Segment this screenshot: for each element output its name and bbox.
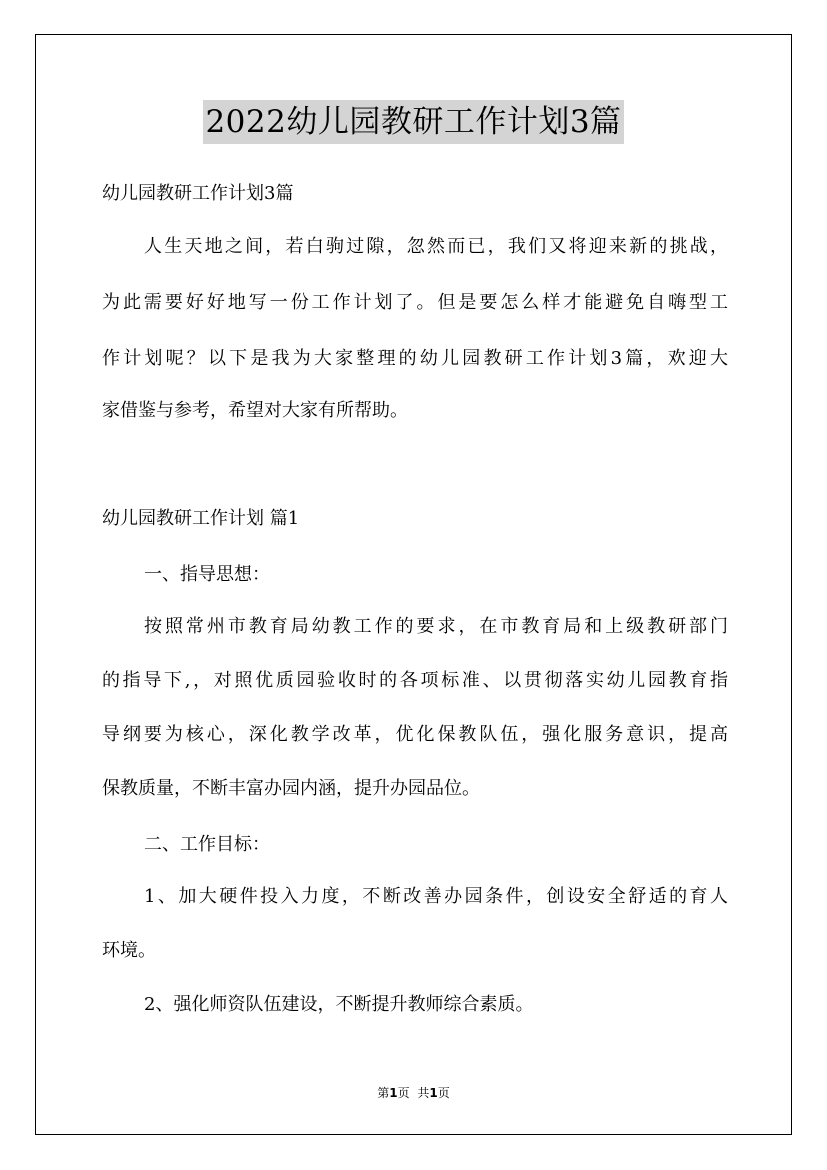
footer-total-label: 页 <box>437 1086 450 1100</box>
goal1-line-1: 1、加大硬件投入力度，不断改善办园条件，创设安全舒适的育人 <box>144 886 728 907</box>
goal1-line-2: 环境。 <box>102 940 156 961</box>
guiding-line-3: 导纲要为核心，深化教学改革，优化保教队伍，强化服务意识，提高 <box>102 724 728 745</box>
goals-heading: 二、工作目标： <box>144 834 270 855</box>
page-footer <box>0 1084 827 1101</box>
intro-line-1: 人生天地之间，若白驹过隙，忽然而已，我们又将迎来新的挑战， <box>144 236 728 257</box>
section-heading: 幼儿园教研工作计划 篇1 <box>102 508 300 529</box>
goal2-line: 2、强化师资队伍建设，不断提升教师综合素质。 <box>144 994 534 1015</box>
footer-page-total: 1 <box>429 1086 438 1100</box>
intro-line-2: 为此需要好好地写一份工作计划了。但是要怎么样才能避免自嗨型工 <box>102 292 728 313</box>
footer-page-label: 页 <box>397 1086 410 1100</box>
footer-page-current: 1 <box>389 1086 398 1100</box>
footer-total-prefix: 共 <box>417 1086 430 1100</box>
guiding-line-1: 按照常州市教育局幼教工作的要求，在市教育局和上级教研部门 <box>144 616 728 637</box>
guiding-line-4: 保教质量，不断丰富办园内涵，提升办园品位。 <box>102 778 480 799</box>
subtitle: 幼儿园教研工作计划3篇 <box>102 183 294 204</box>
title-container <box>0 100 827 144</box>
footer-page-prefix: 第 <box>377 1086 390 1100</box>
guiding-line-2: 的指导下,，对照优质园验收时的各项标准、以贯彻落实幼儿园教育指 <box>102 670 728 691</box>
document-title: 2022幼儿园教研工作计划3篇 <box>203 100 623 144</box>
guiding-heading: 一、指导思想： <box>144 564 270 585</box>
intro-line-4: 家借鉴与参考，希望对大家有所帮助。 <box>102 400 408 421</box>
intro-line-3: 作计划呢？以下是我为大家整理的幼儿园教研工作计划3篇，欢迎大 <box>102 348 728 369</box>
